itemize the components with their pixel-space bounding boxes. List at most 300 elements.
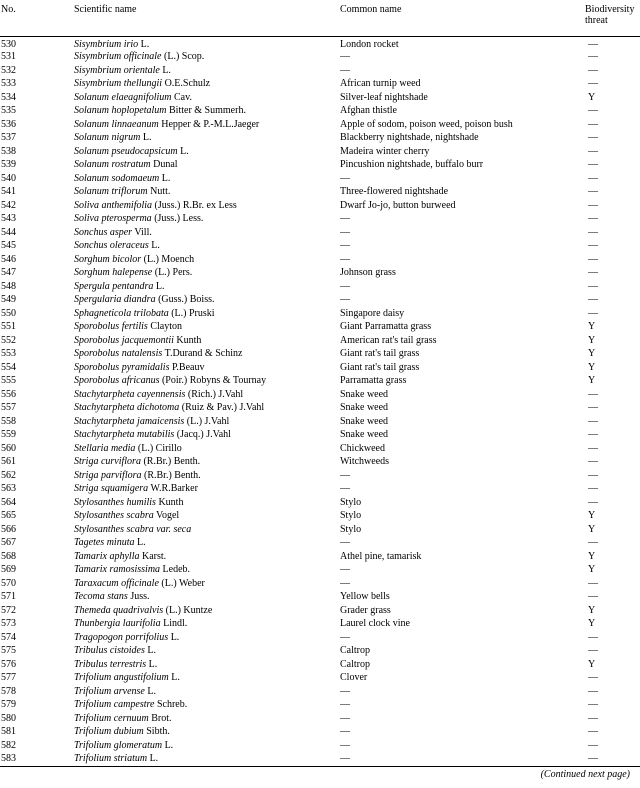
- table-row: [0, 307, 640, 321]
- species-name: Trifolium cernuum: [74, 712, 149, 724]
- scientific-name-cell: [74, 725, 340, 739]
- species-author: L.: [155, 280, 165, 292]
- scientific-name-cell: [74, 388, 340, 402]
- species-name: Trifolium angustifolium: [74, 672, 169, 683]
- common-name: —: [340, 537, 350, 548]
- biodiversity-threat: —: [588, 685, 598, 697]
- common-name: —: [340, 753, 350, 764]
- row-number: 561: [1, 456, 16, 467]
- species-name: Trifolium glomeratum: [74, 739, 163, 751]
- species-author: L.: [136, 537, 146, 548]
- scientific-name-cell: [74, 752, 340, 766]
- scientific-name-cell: [74, 361, 340, 375]
- biodiversity-threat: —: [588, 280, 598, 292]
- scientific-name-cell: [74, 550, 340, 564]
- scientific-name-cell: [74, 131, 340, 145]
- row-number: 566: [1, 523, 16, 535]
- scientific-name-cell: [74, 158, 340, 172]
- common-name: Singapore daisy: [340, 307, 405, 319]
- common-name: —: [340, 240, 350, 251]
- table-row: [0, 658, 640, 672]
- biodiversity-threat: —: [588, 753, 598, 764]
- table-row: [0, 455, 640, 469]
- species-name: Tribulus cistoides: [74, 645, 145, 656]
- species-author: L.: [170, 631, 180, 643]
- species-name: Tamarix aphylla: [74, 550, 140, 562]
- species-name: Solanum elaeagnifolium: [74, 91, 172, 103]
- table-row: [0, 590, 640, 604]
- row-number: 555: [1, 375, 16, 386]
- biodiversity-threat: —: [588, 226, 598, 238]
- scientific-name-cell: [74, 91, 340, 105]
- species-name: Solanum nigrum: [74, 132, 141, 143]
- scientific-name-cell: [74, 226, 340, 240]
- common-name: Stylo: [340, 523, 362, 535]
- biodiversity-threat: —: [588, 442, 598, 454]
- table-row: [0, 752, 640, 766]
- species-name: Trifolium campestre: [74, 699, 155, 710]
- species-author: Clayton: [150, 321, 182, 332]
- biodiversity-threat: —: [588, 307, 598, 319]
- biodiversity-threat: —: [588, 172, 598, 184]
- common-name: Pincushion nightshade, buffalo burr: [340, 159, 484, 170]
- species-author: (L.) Kuntze: [165, 604, 213, 616]
- row-number: 551: [1, 321, 16, 332]
- table-row: [0, 496, 640, 510]
- row-number: 570: [1, 577, 16, 589]
- biodiversity-threat: —: [588, 118, 598, 130]
- common-name: Chickweed: [340, 442, 385, 454]
- row-number: 558: [1, 415, 16, 427]
- species-name: Trifolium dubium: [74, 726, 144, 737]
- species-author: L.: [161, 172, 171, 184]
- row-number: 569: [1, 564, 16, 575]
- table-header: [0, 0, 640, 36]
- biodiversity-threat: —: [588, 577, 598, 589]
- biodiversity-threat: —: [588, 631, 598, 643]
- species-author: T.Durand & Schinz: [164, 348, 243, 359]
- scientific-name-cell: [74, 50, 340, 64]
- row-number: 563: [1, 483, 16, 494]
- header-no: No.: [0, 0, 74, 36]
- species-author: Schreb.: [156, 699, 188, 710]
- row-number: 579: [1, 699, 16, 710]
- biodiversity-threat: Y: [588, 348, 596, 359]
- species-name: Solanum linnaeanum: [74, 118, 159, 130]
- species-author: (Juss.) Less.: [154, 213, 204, 224]
- biodiversity-threat: Y: [588, 510, 596, 521]
- row-number: 556: [1, 388, 16, 400]
- table-row: [0, 172, 640, 186]
- scientific-name-cell: [74, 563, 340, 577]
- species-author: Hepper & P.-M.L.Jaeger: [161, 118, 260, 130]
- species-name: Solanum sodomaeum: [74, 172, 160, 184]
- continued-note: (Continued next page): [540, 769, 630, 780]
- species-author: L.: [147, 645, 156, 656]
- species-author: (Rich.) J.Vahl: [187, 388, 244, 400]
- scientific-name-cell: [74, 280, 340, 294]
- common-name: Afghan thistle: [340, 105, 397, 116]
- row-number: 553: [1, 348, 16, 359]
- species-author: (L.) Moench: [143, 253, 195, 265]
- biodiversity-threat: —: [588, 145, 598, 157]
- common-name: Witchweeds: [340, 456, 390, 467]
- scientific-name-cell: [74, 698, 340, 712]
- species-name: Sporobolus natalensis: [74, 348, 163, 359]
- species-name: Solanum rostratum: [74, 159, 151, 170]
- table-row: [0, 118, 640, 132]
- species-name: Soliva pterosperma: [74, 213, 152, 224]
- species-name: Solanum pseudocapsicum: [74, 145, 178, 157]
- header-common-name: Common name: [340, 0, 585, 36]
- biodiversity-threat: —: [588, 199, 598, 211]
- scientific-name-cell: [74, 631, 340, 645]
- scientific-name-cell: [74, 199, 340, 213]
- row-number: 534: [1, 91, 16, 103]
- row-number: 567: [1, 537, 16, 548]
- species-name: Tribulus terrestris: [74, 658, 147, 670]
- biodiversity-threat: —: [588, 132, 598, 143]
- scientific-name-cell: [74, 482, 340, 496]
- species-name: Tragopogon porrifolius: [74, 631, 169, 643]
- common-name: Snake weed: [340, 415, 389, 427]
- common-name: —: [340, 51, 350, 62]
- species-name: Stachytarpheta cayennensis: [74, 388, 186, 400]
- species-author: L.: [180, 145, 189, 157]
- common-name: Clover: [340, 672, 368, 683]
- species-author: Vill.: [134, 226, 152, 238]
- biodiversity-threat: —: [588, 496, 598, 508]
- table-row: [0, 401, 640, 415]
- scientific-name-cell: [74, 577, 340, 591]
- scientific-name-cell: [74, 64, 340, 78]
- biodiversity-threat: —: [588, 456, 598, 467]
- species-name: Soliva anthemifolia: [74, 199, 153, 211]
- species-name: Tagetes minuta: [74, 537, 135, 548]
- common-name: Silver-leaf nightshade: [340, 91, 428, 103]
- common-name: Stylo: [340, 510, 362, 521]
- scientific-name-cell: [74, 415, 340, 429]
- table-row: [0, 226, 640, 240]
- common-name: Giant rat's tail grass: [340, 361, 420, 373]
- species-author: Dunal: [153, 159, 178, 170]
- common-name: —: [340, 699, 350, 710]
- common-name: Madeira winter cherry: [340, 145, 430, 157]
- table-row: [0, 577, 640, 591]
- row-number: 550: [1, 307, 16, 319]
- scientific-name-cell: [74, 334, 340, 348]
- table-row: [0, 293, 640, 307]
- biodiversity-threat: —: [588, 388, 598, 400]
- species-name: Sisymbrium irio: [74, 38, 139, 50]
- table-row: [0, 253, 640, 267]
- common-name: —: [340, 739, 350, 751]
- biodiversity-threat: —: [588, 159, 598, 170]
- scientific-name-cell: [74, 347, 340, 361]
- row-number: 565: [1, 510, 16, 521]
- row-number: 574: [1, 631, 16, 643]
- species-name: Striga squamigera: [74, 483, 149, 494]
- table-body: [0, 36, 640, 766]
- row-number: 539: [1, 159, 16, 170]
- species-author: (Jacq.) J.Vahl: [176, 429, 231, 440]
- row-number: 580: [1, 712, 16, 724]
- table-row: [0, 361, 640, 375]
- biodiversity-threat: —: [588, 537, 598, 548]
- biodiversity-threat: —: [588, 726, 598, 737]
- row-number: 533: [1, 78, 16, 89]
- table-row: [0, 644, 640, 658]
- table-row: [0, 145, 640, 159]
- biodiversity-threat: —: [588, 739, 598, 751]
- species-author: L.: [140, 38, 150, 50]
- scientific-name-cell: [74, 590, 340, 604]
- biodiversity-threat: Y: [588, 91, 596, 103]
- scientific-name-cell: [74, 374, 340, 388]
- species-author: (Ruiz & Pav.) J.Vahl: [181, 402, 265, 413]
- common-name: African turnip weed: [340, 78, 421, 89]
- biodiversity-threat: Y: [588, 523, 596, 535]
- biodiversity-threat: Y: [588, 321, 596, 332]
- common-name: —: [340, 685, 350, 697]
- scientific-name-cell: [74, 739, 340, 753]
- species-author: (L.) J.Vahl: [186, 415, 230, 427]
- table-row: [0, 185, 640, 199]
- species-author: L.: [149, 753, 159, 764]
- table-row: [0, 442, 640, 456]
- biodiversity-threat: Y: [588, 618, 596, 629]
- species-author: (L.) Pers.: [154, 267, 193, 278]
- species-name: Solanum triflorum: [74, 186, 148, 197]
- scientific-name-cell: [74, 455, 340, 469]
- species-name: Sporobolus africanus: [74, 375, 160, 386]
- biodiversity-threat: —: [588, 253, 598, 265]
- common-name: —: [340, 294, 350, 305]
- table-row: [0, 104, 640, 118]
- table-row: [0, 320, 640, 334]
- biodiversity-threat: —: [588, 483, 598, 494]
- table-row: [0, 617, 640, 631]
- common-name: Snake weed: [340, 402, 389, 413]
- species-name: Sisymbrium thellungii: [74, 78, 163, 89]
- species-name: Stylosanthes scabra: [74, 510, 154, 521]
- scientific-name-cell: [74, 185, 340, 199]
- row-number: 538: [1, 145, 16, 157]
- table-row: [0, 334, 640, 348]
- row-number: 560: [1, 442, 16, 454]
- biodiversity-threat: —: [588, 64, 598, 76]
- common-name: Giant rat's tail grass: [340, 348, 420, 359]
- species-name: Sporobolus pyramidalis: [74, 361, 170, 373]
- species-name: Stachytarpheta dichotoma: [74, 402, 180, 413]
- species-name: Striga curviflora: [74, 456, 141, 467]
- table-row: [0, 428, 640, 442]
- species-author: Cav.: [174, 91, 192, 103]
- species-author: Kunth: [176, 334, 202, 346]
- species-name: Sporobolus jacquemontii: [74, 334, 174, 346]
- row-number: 581: [1, 726, 16, 737]
- row-number: 576: [1, 658, 16, 670]
- species-name: Trifolium striatum: [74, 753, 148, 764]
- biodiversity-threat: —: [588, 415, 598, 427]
- species-author: (Poir.) Robyns & Tournay: [161, 375, 267, 386]
- common-name: —: [340, 469, 350, 481]
- species-name: Taraxacum officinale: [74, 577, 159, 589]
- row-number: 531: [1, 51, 16, 62]
- row-number: 578: [1, 685, 16, 697]
- row-number: 537: [1, 132, 16, 143]
- species-name: Tamarix ramosissima: [74, 564, 161, 575]
- species-name: Sporobolus fertilis: [74, 321, 148, 332]
- biodiversity-threat: Y: [588, 361, 596, 373]
- common-name: Caltrop: [340, 658, 370, 670]
- scientific-name-cell: [74, 172, 340, 186]
- biodiversity-threat: —: [588, 186, 598, 197]
- common-name: Three-flowered nightshade: [340, 186, 449, 197]
- species-author: L.: [148, 658, 158, 670]
- table-row: [0, 604, 640, 618]
- row-number: 545: [1, 240, 16, 251]
- biodiversity-threat: —: [588, 240, 598, 251]
- common-name: —: [340, 564, 350, 575]
- species-name: Stachytarpheta jamaicensis: [74, 415, 185, 427]
- biodiversity-threat: —: [588, 105, 598, 116]
- row-number: 546: [1, 253, 16, 265]
- row-number: 582: [1, 739, 16, 751]
- scientific-name-cell: [74, 293, 340, 307]
- table-row: [0, 671, 640, 685]
- row-number: 543: [1, 213, 16, 224]
- species-name: Sonchus asper: [74, 226, 133, 238]
- biodiversity-threat: Y: [588, 375, 596, 386]
- biodiversity-threat: —: [588, 267, 598, 278]
- row-number: 557: [1, 402, 16, 413]
- scientific-name-cell: [74, 428, 340, 442]
- table-row: [0, 550, 640, 564]
- scientific-name-cell: [74, 685, 340, 699]
- scientific-name-cell: [74, 509, 340, 523]
- common-name: —: [340, 64, 350, 76]
- species-author: (L.) Weber: [161, 577, 205, 589]
- species-name: Striga parviflora: [74, 469, 142, 481]
- common-name: Laurel clock vine: [340, 618, 410, 629]
- biodiversity-threat: Y: [588, 564, 596, 575]
- species-author: L.: [162, 64, 171, 76]
- table-row: [0, 725, 640, 739]
- scientific-name-cell: [74, 644, 340, 658]
- scientific-name-cell: [74, 104, 340, 118]
- species-author: Bitter & Summerh.: [169, 105, 246, 116]
- common-name: —: [340, 726, 350, 737]
- species-author: (L.) Cirillo: [137, 442, 182, 454]
- table-row: [0, 523, 640, 537]
- row-number: 572: [1, 604, 16, 616]
- biodiversity-threat: —: [588, 429, 598, 440]
- table-row: [0, 698, 640, 712]
- common-name: Dwarf Jo-jo, button burweed: [340, 199, 456, 211]
- table-row: [0, 212, 640, 226]
- table-row: [0, 266, 640, 280]
- scientific-name-cell: [74, 266, 340, 280]
- scientific-name-cell: [74, 307, 340, 321]
- biodiversity-threat: —: [588, 294, 598, 305]
- common-name: Apple of sodom, poison weed, poison bush: [340, 118, 513, 130]
- row-number: 542: [1, 199, 16, 211]
- species-author: (Juss.) R.Br. ex Less: [154, 199, 237, 211]
- biodiversity-threat: Y: [588, 604, 596, 616]
- scientific-name-cell: [74, 401, 340, 415]
- biodiversity-threat: —: [588, 78, 598, 89]
- scientific-name-cell: [74, 212, 340, 226]
- biodiversity-threat: —: [588, 591, 598, 602]
- scientific-name-cell: [74, 118, 340, 132]
- species-name: Sorghum halepense: [74, 267, 153, 278]
- scientific-name-cell: [74, 536, 340, 550]
- row-number: 547: [1, 267, 16, 278]
- table-row: [0, 374, 640, 388]
- common-name: Athel pine, tamarisk: [340, 550, 422, 562]
- scientific-name-cell: [74, 36, 340, 50]
- row-number: 575: [1, 645, 16, 656]
- table-row: [0, 131, 640, 145]
- species-name: Stylosanthes scabra var. seca: [74, 523, 192, 535]
- table-row: [0, 280, 640, 294]
- biodiversity-threat: —: [588, 672, 598, 683]
- species-author: Nutt.: [150, 186, 171, 197]
- species-author: (L.) Scop.: [164, 51, 205, 62]
- table-row: [0, 712, 640, 726]
- species-name: Sphagneticola trilobata: [74, 307, 169, 319]
- species-name: Thunbergia laurifolia: [74, 618, 161, 629]
- species-author: (L.) Pruski: [171, 307, 215, 319]
- common-name: Yellow bells: [340, 591, 390, 602]
- species-author: Vogel: [156, 510, 180, 521]
- biodiversity-threat: —: [588, 699, 598, 710]
- table-row: [0, 50, 640, 64]
- biodiversity-threat: —: [588, 712, 598, 724]
- row-number: 562: [1, 469, 16, 481]
- species-name: Spergula pentandra: [74, 280, 154, 292]
- biodiversity-threat: —: [588, 213, 598, 224]
- species-name: Tecoma stans: [74, 591, 128, 602]
- species-name: Themeda quadrivalvis: [74, 604, 164, 616]
- species-author: (Guss.) Boiss.: [158, 294, 215, 305]
- table-row: [0, 36, 640, 50]
- common-name: Giant Parramatta grass: [340, 321, 432, 332]
- species-author: Sibth.: [146, 726, 170, 737]
- biodiversity-threat: Y: [588, 658, 596, 670]
- scientific-name-cell: [74, 320, 340, 334]
- species-author: Juss.: [130, 591, 150, 602]
- species-name: Stylosanthes humilis: [74, 496, 156, 508]
- species-name: Spergularia diandra: [74, 294, 156, 305]
- species-author: Brot.: [151, 712, 172, 724]
- table-row: [0, 509, 640, 523]
- biodiversity-threat: —: [588, 645, 598, 656]
- common-name: —: [340, 226, 350, 238]
- common-name: Blackberry nightshade, nightshade: [340, 132, 479, 143]
- row-number: 552: [1, 334, 16, 346]
- row-number: 571: [1, 591, 16, 602]
- row-number: 568: [1, 550, 16, 562]
- biodiversity-threat: —: [588, 402, 598, 413]
- biodiversity-threat: Y: [588, 550, 596, 562]
- table-row: [0, 199, 640, 213]
- species-name: Sisymbrium officinale: [74, 51, 162, 62]
- common-name: —: [340, 631, 350, 643]
- biodiversity-threat: Y: [588, 334, 596, 346]
- common-name: American rat's tail grass: [340, 334, 437, 346]
